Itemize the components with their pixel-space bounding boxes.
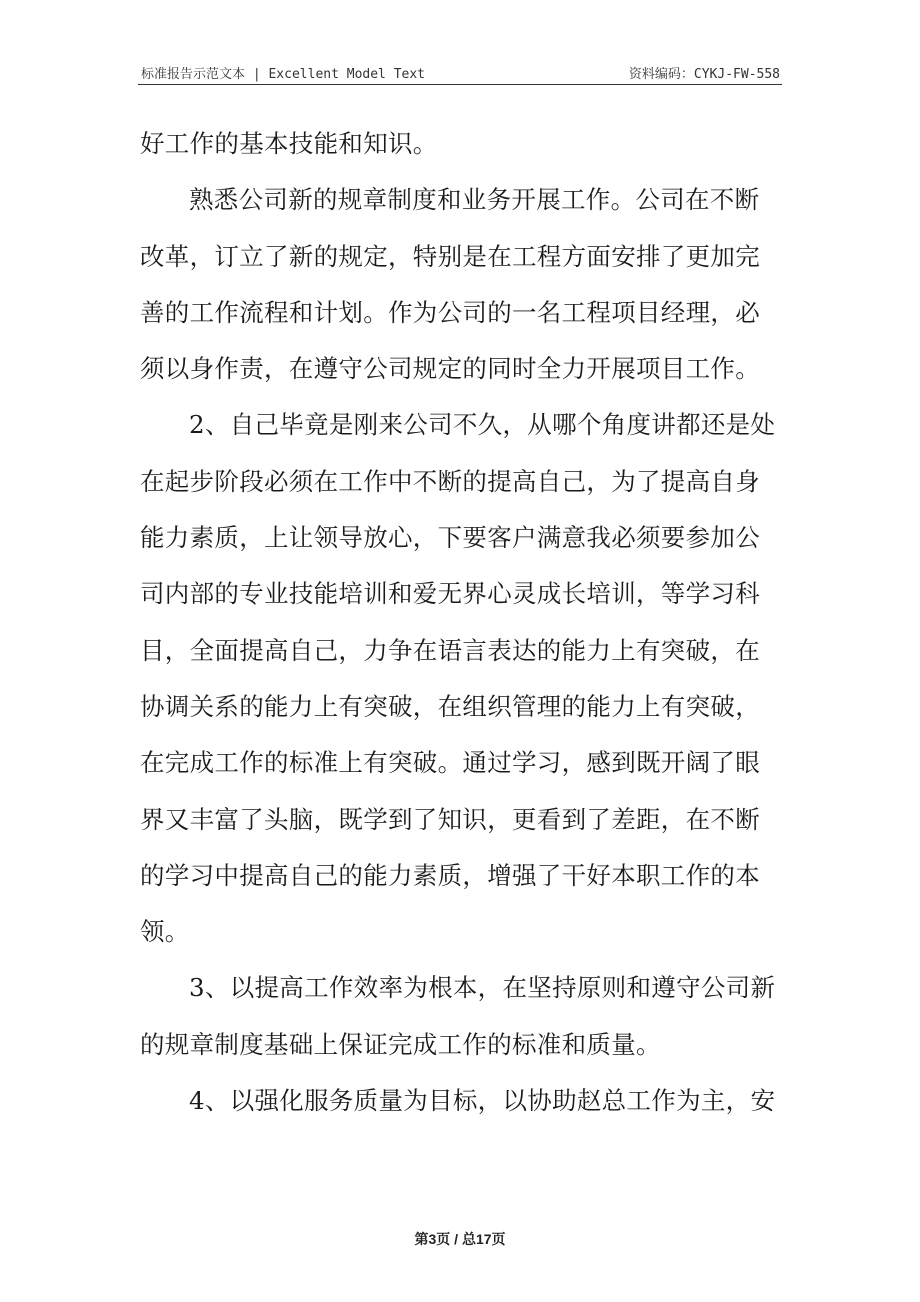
document-code: 资料编码：CYKJ-FW-558 [628,67,780,82]
text-line: 的学习中提高自己的能力素质，增强了干好本职工作的本 [140,860,760,890]
text-line: 在起步阶段必须在工作中不断的提高自己，为了提高自身 [140,466,760,496]
page-number: 第3页 / 总17页 [414,1231,506,1247]
text-line: 界又丰富了头脑，既学到了知识，更看到了差距，在不断 [140,804,760,834]
text-line: 的规章制度基础上保证完成工作的标准和质量。 [140,1029,661,1059]
text-line: 在完成工作的标准上有突破。通过学习，感到既开阔了眼 [140,748,760,778]
text-line: 须以身作责，在遵守公司规定的同时全力开展项目工作。 [140,354,760,384]
text-line: 善的工作流程和计划。作为公司的一名工程项目经理，必 [140,297,760,327]
text-line: 4、以强化服务质量为目标，以协助赵总工作为主，安 [189,1086,776,1116]
text-line: 领。 [140,917,190,947]
header-title: 标准报告示范文本 | Excellent Model Text [141,67,426,82]
text-line: 协调关系的能力上有突破，在组织管理的能力上有突破， [140,691,760,721]
text-line: 好工作的基本技能和知识。 [140,129,438,158]
text-line: 改革，订立了新的规定，特别是在工程方面安排了更加完 [140,241,760,271]
text-line: 熟悉公司新的规章制度和业务开展工作。公司在不断 [189,185,760,215]
text-line: 3、以提高工作效率为根本，在坚持原则和遵守公司新 [189,973,776,1003]
text-line: 能力素质，上让领导放心，下要客户满意我必须要参加公 [140,523,760,553]
text-line: 目，全面提高自己，力争在语言表达的能力上有突破，在 [140,635,760,665]
page-header [138,58,782,85]
document-body [140,116,780,1129]
text-line: 2、自己毕竟是刚来公司不久，从哪个角度讲都还是处 [189,410,776,440]
text-line: 司内部的专业技能培训和爱无界心灵成长培训，等学习科 [140,579,760,609]
